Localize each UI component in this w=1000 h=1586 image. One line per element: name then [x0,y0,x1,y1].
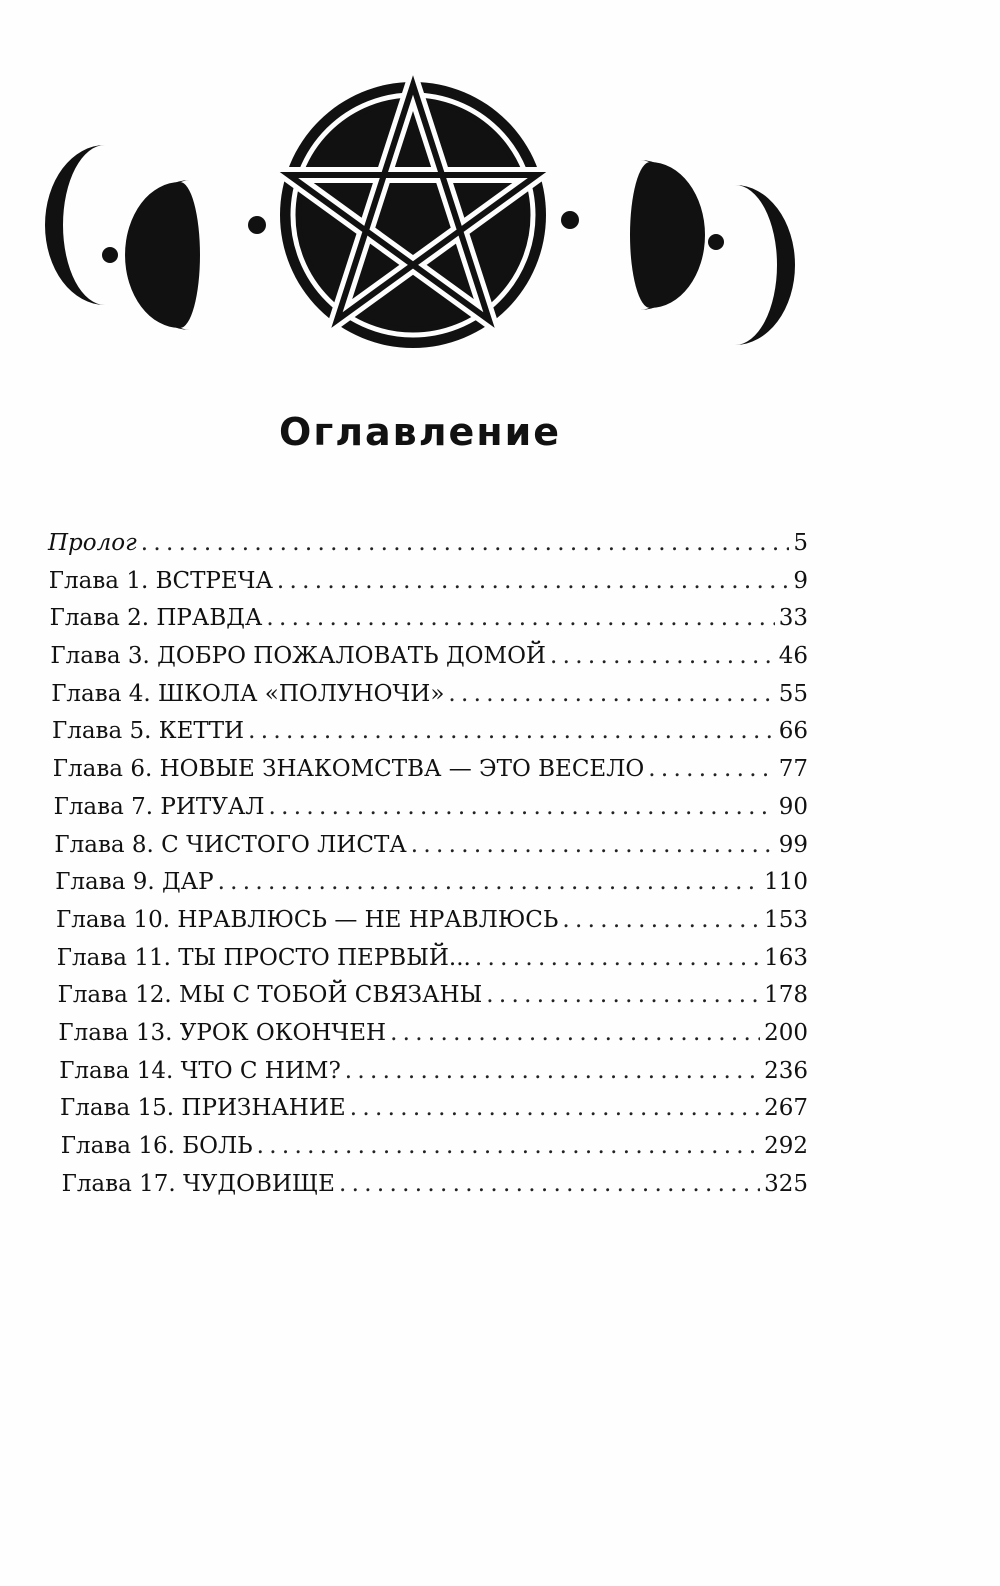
toc-entry-title: Глава 9. ДАР [55,869,214,896]
toc-entry-page-number: 5 [793,530,808,556]
toc-entry-page-number: 90 [778,793,808,820]
dot-leader [411,832,775,858]
left-crescent-moon-icon [45,145,105,305]
toc-entry-title: Глава 15. ПРИЗНАНИЕ [60,1095,346,1122]
toc-entry [48,982,808,1020]
toc-entry-page-number: 153 [764,906,808,933]
toc-entry [48,869,808,907]
dot-leader [141,530,790,556]
toc-entry [48,681,808,719]
toc-entry [48,945,808,983]
right-crescent-moon-icon [735,185,795,345]
toc-entry [48,530,808,568]
toc-entry [48,756,808,794]
toc-entry-page-number: 110 [764,869,808,896]
toc-entry-page-number: 178 [764,982,808,1009]
toc-entry-title: Глава 4. ШКОЛА «ПОЛУНОЧИ» [51,680,445,707]
toc-entry-title: Глава 13. УРОК ОКОНЧЕН [58,1019,387,1046]
dot-leader [257,1133,760,1159]
toc-entry-title: Пролог [48,530,137,556]
toc-entry [48,568,808,606]
toc-entry [48,794,808,832]
dot-leader [390,1020,760,1046]
page-title: Оглавление [279,410,561,454]
toc-entry [48,832,808,870]
toc-entry-page-number: 55 [778,680,808,707]
dot-leader [266,605,774,631]
toc-entry-page-number: 236 [764,1057,808,1084]
dot-leader [350,1095,760,1121]
dot-leader [218,869,761,895]
toc-entry [48,718,808,756]
toc-entry-title: Глава 8. С ЧИСТОГО ЛИСТА [54,831,407,858]
toc-entry [48,643,808,681]
toc-entry-title: Глава 12. МЫ С ТОБОЙ СВЯЗАНЫ [57,982,483,1009]
right-outer-dot-icon [708,234,724,250]
pentacle-icon [280,82,546,348]
dot-leader [277,568,789,594]
toc-entry-page-number: 325 [764,1170,808,1197]
toc-entry [48,1171,808,1209]
triple-moon-pentacle-icon [30,70,800,360]
toc-entry-page-number: 163 [764,944,808,971]
toc-entry-page-number: 66 [778,718,808,745]
dot-leader [248,718,775,744]
toc-entry-title: Глава 1. ВСТРЕЧА [48,567,273,594]
toc-entry-page-number: 292 [764,1133,808,1159]
toc-entry-title: Глава 2. ПРАВДА [49,605,263,632]
toc-entry-page-number: 9 [793,567,808,594]
left-outer-dot-icon [102,247,118,263]
toc-entry-page-number: 33 [778,605,808,632]
toc-entry-title: Глава 5. КЕТТИ [52,718,245,745]
toc-entry-title: Глава 7. РИТУАЛ [53,793,265,820]
toc-entry-page-number: 99 [778,831,808,858]
toc-entry-title: Глава 17. ЧУДОВИЩЕ [61,1170,335,1197]
dot-leader [339,1171,760,1197]
toc-entry-title: Глава 10. НРАВЛЮСЬ — НЕ НРАВЛЮСЬ [56,906,559,933]
dot-leader [562,907,760,933]
dot-leader [550,643,775,669]
toc-entry-page-number: 200 [764,1019,808,1046]
toc-entry-title: Глава 11. ТЫ ПРОСТО ПЕРВЫЙ... [56,944,471,971]
toc-entry [48,1095,808,1133]
toc-entry [48,1058,808,1096]
dot-leader [648,756,774,782]
dot-leader [486,982,760,1008]
left-inner-dot-icon [248,216,266,234]
toc-entry [48,907,808,945]
dot-leader [268,794,774,820]
toc-entry-title: Глава 6. НОВЫЕ ЗНАКОМСТВА — ЭТО ВЕСЕЛО [52,756,645,783]
toc-entry-title: Глава 14. ЧТО С НИМ? [59,1057,341,1084]
toc-entry-page-number: 46 [778,643,808,670]
table-of-contents [48,530,808,1208]
toc-entry [48,605,808,643]
dot-leader [345,1058,760,1084]
toc-entry-page-number: 267 [764,1095,808,1122]
right-inner-dot-icon [561,211,579,229]
dot-leader [448,681,774,707]
toc-entry-title: Глава 16. БОЛЬ [60,1133,253,1159]
toc-entry-title: Глава 3. ДОБРО ПОЖАЛОВАТЬ ДОМОЙ [50,643,546,670]
toc-entry [48,1020,808,1058]
dot-leader [475,945,760,971]
toc-entry [48,1133,808,1171]
toc-entry-page-number: 77 [778,756,808,783]
